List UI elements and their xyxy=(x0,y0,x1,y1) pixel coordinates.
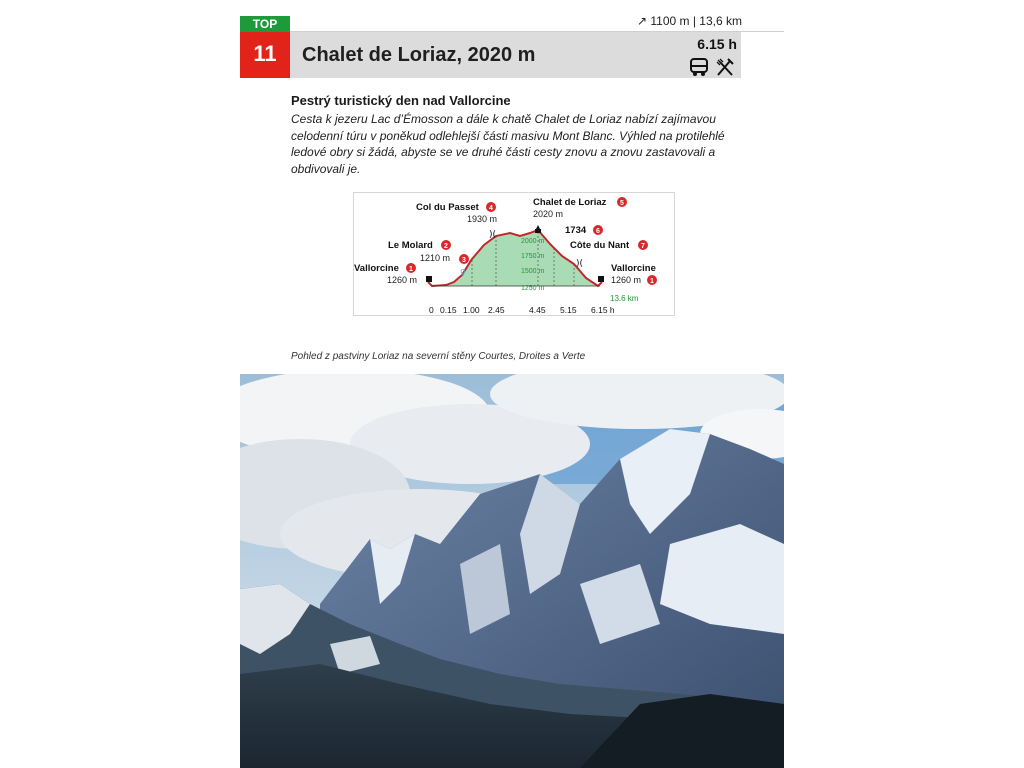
point-badge-1-end: 1 xyxy=(650,278,654,285)
point-badge-6: 6 xyxy=(596,228,600,235)
point-badge-2: 2 xyxy=(444,243,448,250)
time-label-6: 6.15 h xyxy=(591,305,615,315)
svg-text:)(: )( xyxy=(489,230,497,240)
time-label-4: 4.45 xyxy=(529,305,546,315)
point-alt-1-start: 1260 m xyxy=(387,275,418,285)
restaurant-icon xyxy=(715,57,735,77)
route-stats: ↗ 1100 m | 13,6 km xyxy=(637,14,742,28)
alt-label-2000: 2000 m xyxy=(521,238,545,245)
point-label-1-start: Vallorcine xyxy=(354,263,399,274)
alt-label-1500: 1500 m xyxy=(521,268,545,275)
point-alt-5: 2020 m xyxy=(533,209,564,219)
svg-text:)(: )( xyxy=(576,259,584,269)
top-badge: TOP xyxy=(240,16,290,32)
route-title: Chalet de Loriaz, 2020 m xyxy=(302,44,536,66)
distance-label: 13.6 km xyxy=(610,294,639,303)
time-label-1: 0.15 xyxy=(440,305,457,315)
point-badge-5: 5 xyxy=(620,200,624,207)
route-duration: 6.15 h xyxy=(697,36,737,52)
intro-text: Cesta k jezeru Lac d’Émosson a dále k chatě Chalet de Loriaz nabízí zajímavou celodenní túru v poněkud odlehlejší části masivu Mont Blanc. Výhled na protilehlé ledové obry si žádá, abyste se ve druhé části cesty znovu a znovu zastavovali a obdivovali je. xyxy=(291,112,725,176)
point-alt-4: 1930 m xyxy=(467,214,498,224)
section-subtitle: Pestrý turistický den nad Vallorcine xyxy=(291,93,511,108)
guide-page xyxy=(240,0,784,768)
photo-caption: Pohled z pastviny Loriaz na severní stěny Courtes, Droites a Verte xyxy=(291,351,586,362)
svg-text:♀: ♀ xyxy=(460,268,466,277)
bus-icon xyxy=(689,57,709,77)
point-alt-2: 1210 m xyxy=(420,253,451,263)
mountain-photo xyxy=(240,374,784,768)
elevation-profile xyxy=(353,192,675,316)
point-label-2: Le Molard xyxy=(388,240,433,251)
alt-label-1750: 1750 m xyxy=(521,253,545,260)
point-label-5: Chalet de Loriaz xyxy=(533,197,607,208)
alt-label-1250: 1250 m xyxy=(521,285,545,292)
route-number-badge: 11 xyxy=(240,32,290,78)
point-badge-1-start: 1 xyxy=(409,266,413,273)
point-badge-4: 4 xyxy=(489,205,493,212)
time-label-5: 5.15 xyxy=(560,305,577,315)
time-label-2: 1.00 xyxy=(463,305,480,315)
point-label-4: Col du Passet xyxy=(416,202,479,213)
time-label-3: 2.45 xyxy=(488,305,505,315)
point-badge-3: 3 xyxy=(462,257,466,264)
point-alt-1-end: 1260 m xyxy=(611,275,642,285)
route-icons xyxy=(689,57,735,77)
point-badge-7: 7 xyxy=(641,243,645,250)
time-label-0: 0 xyxy=(429,305,434,315)
point-label-1-end: Vallorcine xyxy=(611,263,656,274)
point-label-6: 1734 xyxy=(565,225,587,236)
title-bar xyxy=(290,32,741,78)
point-label-7: Côte du Nant xyxy=(570,240,630,251)
